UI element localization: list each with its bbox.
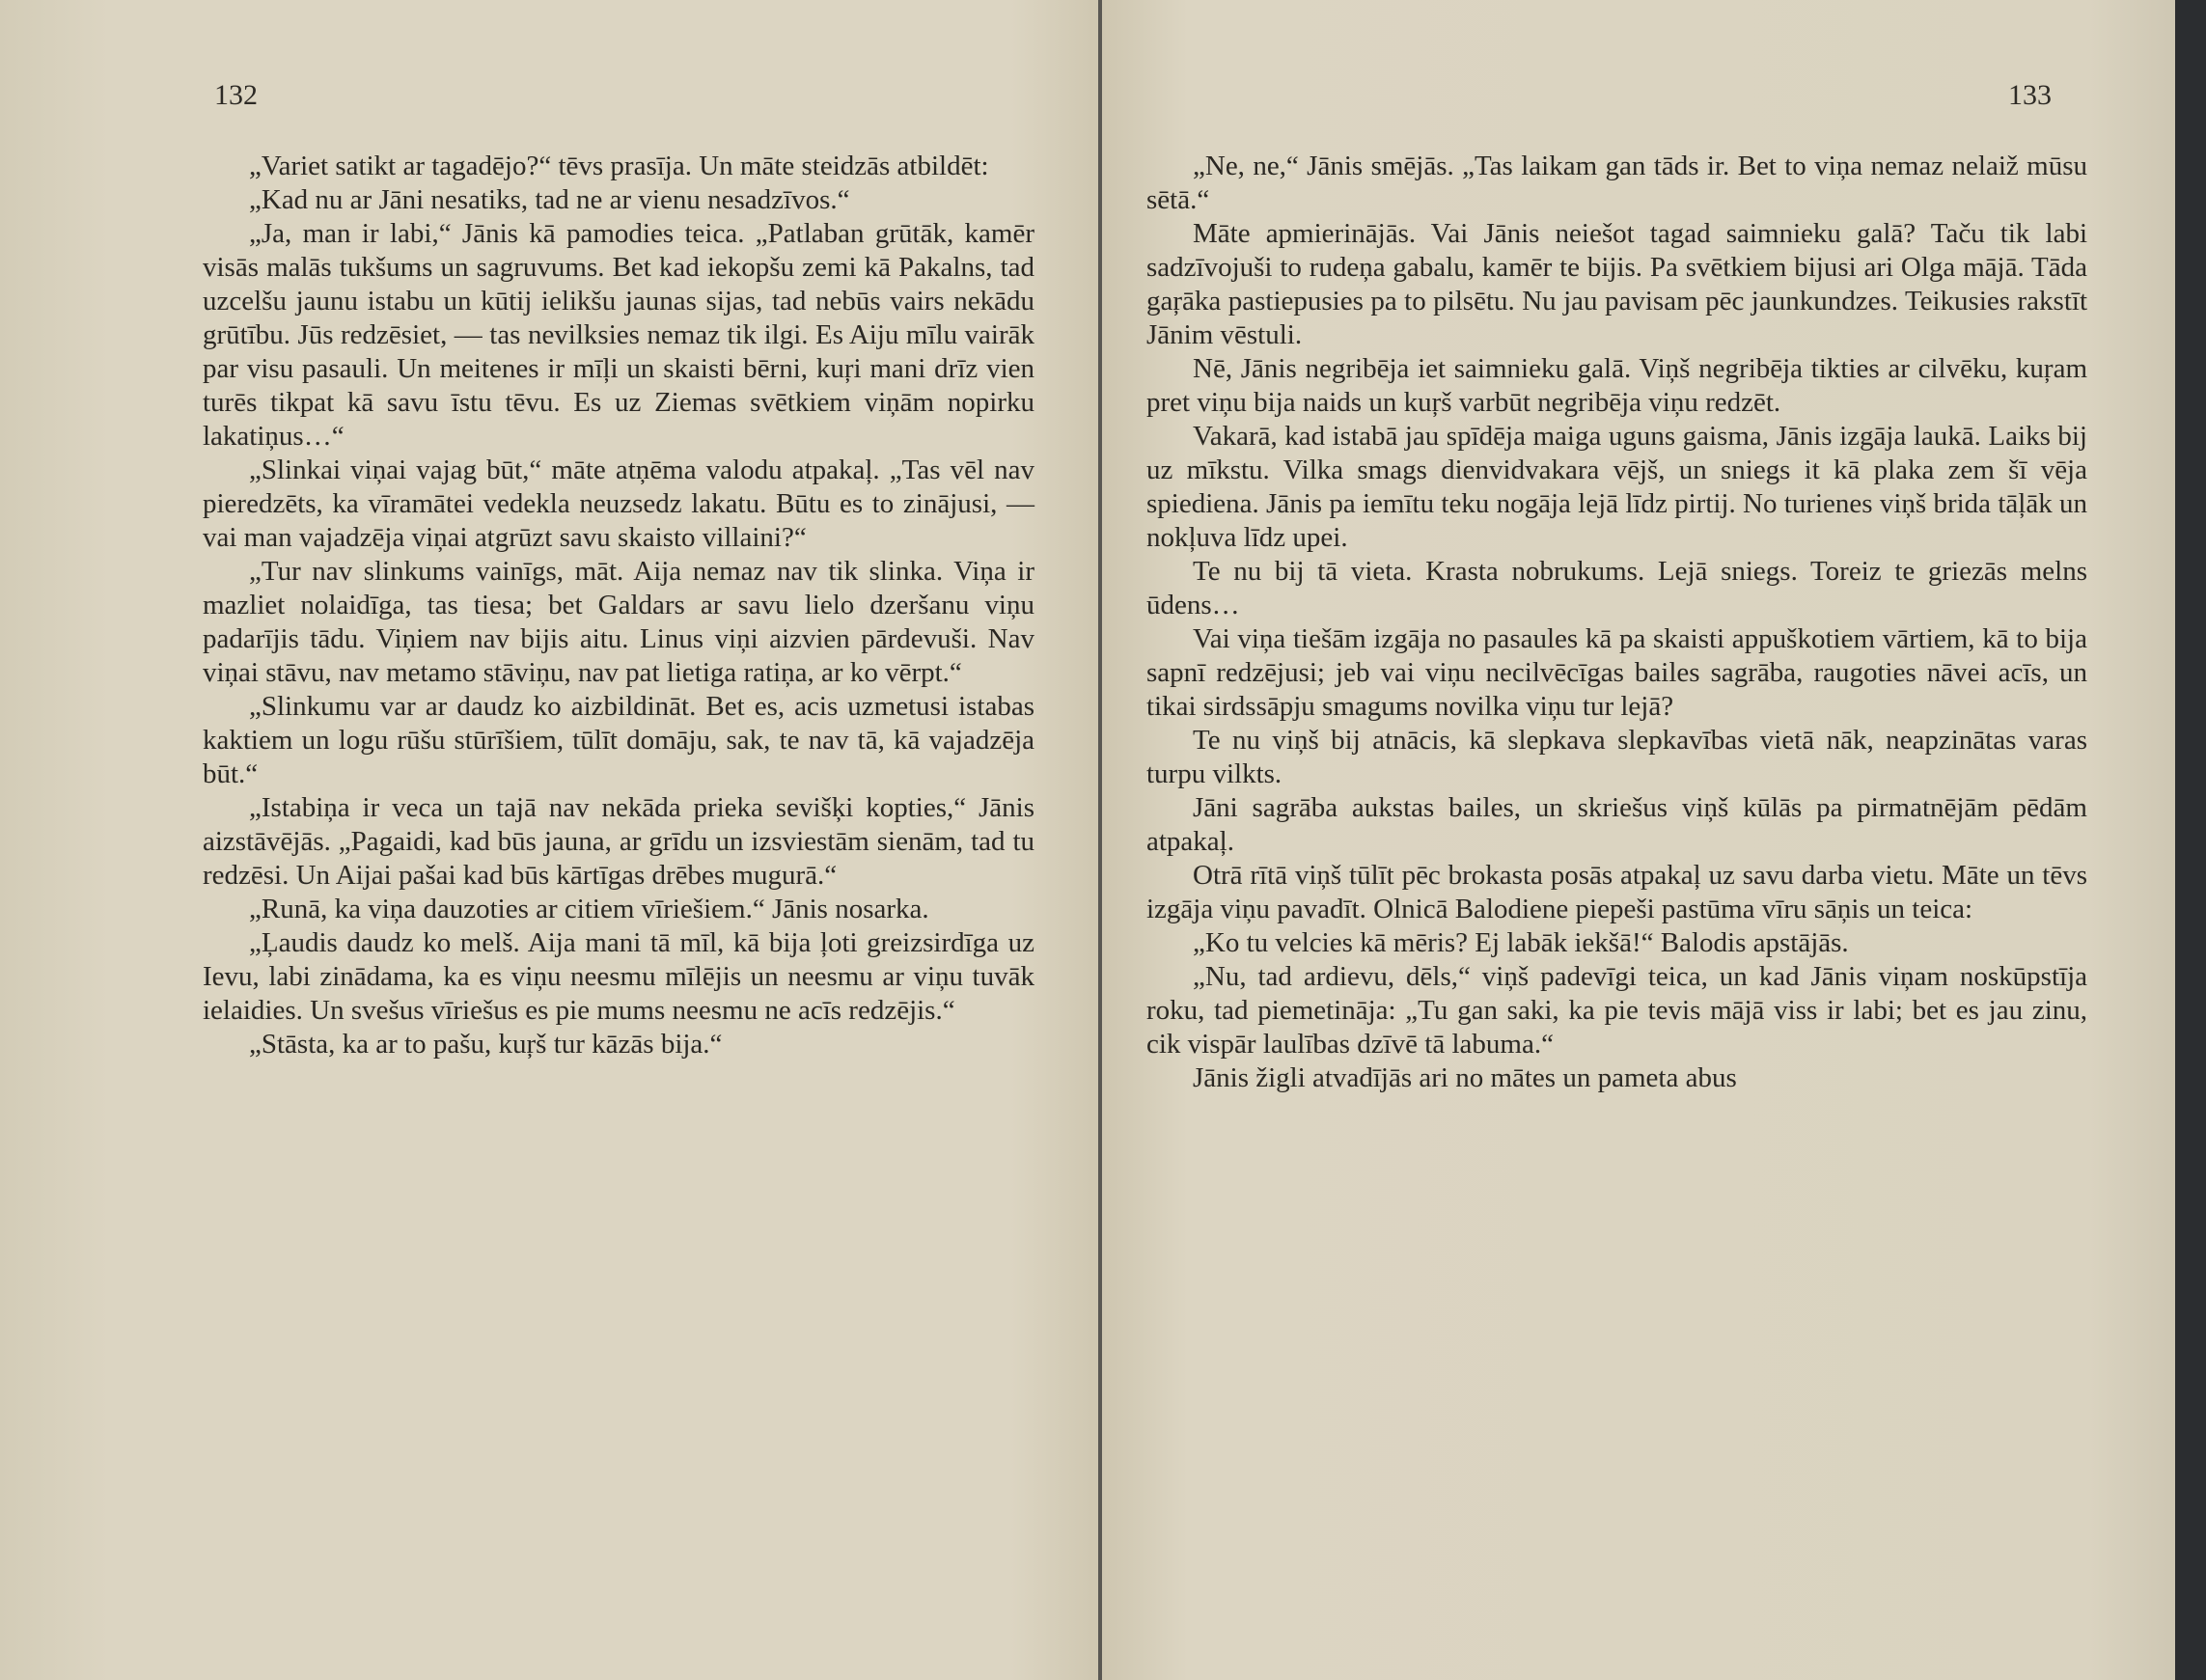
paragraph: „Ļaudis daudz ko melš. Aija mani tā mīl, kā bija ļoti greizsirdīga uz Ievu, labi zinādama, ka es viņu neesmu mīlējis un neesmu ar viņu tuvāk ielaidies. Un svešus vīriešus es pie mums neesmu ne acīs redzējis.“ — [203, 927, 1034, 1026]
page-text — [203, 150, 1034, 1061]
paragraph: Vakarā, kad istabā jau spīdēja maiga uguns gaisma, Jānis izgāja laukā. Laiks bij uz mīkstu. Vilka smags dienvidvakara vējš, un sniegs it kā plaka zem šī vēja spiediena. Jānis pa iemītu teku nogāja lejā līdz pirtij. No turienes viņš brida tāļāk un nokļuva līdz upei. — [1146, 421, 2087, 553]
paragraph: Māte apmierinājās. Vai Jānis neiešot tagad saimnieku galā? Taču tik labi sadzīvojuši to rudeņa gabalu, kamēr te bijis. Pa svētkiem bijusi ari Olga mājā. Tāda gaŗāka pastiepusies pa to pilsētu. Nu jau pavisam pēc jaunkundzes. Teikusies rakstīt Jānim vēstuli. — [1146, 218, 2087, 350]
paragraph: Otrā rītā viņš tūlīt pēc brokasta posās atpakaļ uz savu darba vietu. Māte un tēvs izgāja viņu pavadīt. Olnicā Balodiene piepeši pastūma vīru sāņis un teica: — [1146, 860, 2087, 924]
page-text — [1146, 150, 2087, 1095]
paragraph: Te nu bij tā vieta. Krasta nobrukums. Lejā sniegs. Toreiz te griezās melns ūdens… — [1146, 556, 2087, 620]
page-number: 133 — [2008, 79, 2052, 111]
paragraph: „Variet satikt ar tagadējo?“ tēvs prasīja. Un māte steidzās atbildēt: — [249, 151, 989, 181]
paragraph: Vai viņa tiešām izgāja no pasaules kā pa skaisti appuškotiem vārtiem, kā to bija sapnī redzējusi; jeb vai viņu necilvēcīgas bailes sagrāba, raugoties nāvei acīs, un tikai sirdssāpju smagums novilka viņu tur lejā? — [1146, 623, 2087, 722]
paragraph: „Ja, man ir labi,“ Jānis kā pamodies teica. „Patlaban grūtāk, kamēr visās malās tukšums un sagruvums. Bet kad iekopšu zemi kā Pakalns, tad uzcelšu jaunu istabu un kūtij ielikšu jaunas sijas, tad nebūs vairs nekādu grūtību. Jūs redzēsiet, — tas nevilksies nemaz tik ilgi. Es Aiju mīlu vairāk par visu pasauli. Un meitenes ir mīļi un skaisti bērni, kuŗi mani drīz vien turēs tikpat kā savu īstu tēvu. Es uz Ziemas svētkiem viņām nopirku lakatiņus…“ — [203, 218, 1034, 452]
paragraph: „Istabiņa ir veca un tajā nav nekāda prieka sevišķi kopties,“ Jānis aizstāvējās. „Pagaidi, kad būs jauna, ar grīdu un izsviestām sienām, tad tu redzēsi. Un Aijai pašai kad būs kārtīgas drēbes mugurā.“ — [203, 792, 1034, 891]
paragraph: Nē, Jānis negribēja iet saimnieku galā. Viņš negribēja tikties ar cilvēku, kuŗam pret viņu bija naids un kuŗš varbūt negribēja viņu redzēt. — [1146, 353, 2087, 418]
paragraph: „Kad nu ar Jāni nesatiks, tad ne ar vienu nesadzīvos.“ — [249, 184, 850, 215]
paragraph: „Nu, tad ardievu, dēls,“ viņš padevīgi teica, un kad Jānis viņam noskūpstīja roku, tad piemetināja: „Tu gan saki, ka pie tevis mājā viss ir labi; bet es jau zinu, cik vispār laulības dzīvē tā labuma.“ — [1146, 961, 2087, 1060]
paragraph: „Slinkai viņai vajag būt,“ māte atņēma valodu atpakaļ. „Tas vēl nav pieredzēts, ka vīramātei vedekla neuzsedz lakatu. Būtu es to zinājusi, — vai man vajadzēja viņai atgrūzt savu skaisto villaini?“ — [203, 454, 1034, 553]
paragraph: Te nu viņš bij atnācis, kā slepkava slepkavības vietā nāk, neapzinātas varas turpu vilkts. — [1146, 725, 2087, 789]
paragraph: „Tur nav slinkums vainīgs, māt. Aija nemaz nav tik slinka. Viņa ir mazliet nolaidīga, tas tiesa; bet Galdars ar savu lielo dzeršanu viņu padarījis tādu. Viņiem nav bijis aitu. Linus viņi aizvien pārdevuši. Nav viņai stāvu, nav metamo stāviņu, nav pat lietiga ratiņa, ar ko vērpt.“ — [203, 556, 1034, 688]
paragraph: „Slinkumu var ar daudz ko aizbildināt. Bet es, acis uzmetusi istabas kaktiem un logu rūšu stūrīšiem, tūlīt domāju, sak, te nav tā, kā vajadzēja būt.“ — [203, 691, 1034, 789]
paragraph: „Ne, ne,“ Jānis smējās. „Tas laikam gan tāds ir. Bet to viņa nemaz nelaiž mūsu sētā.“ — [1146, 151, 2087, 215]
paragraph: Jānis žigli atvadījās ari no mātes un pameta abus — [1193, 1062, 1737, 1093]
paragraph: „Ko tu velcies kā mēris? Ej labāk iekšā!“ Balodis apstājās. — [1193, 927, 1849, 958]
right-page — [1102, 0, 2175, 1680]
paragraph: „Stāsta, ka ar to pašu, kuŗš tur kāzās bija.“ — [249, 1029, 723, 1060]
paragraph: „Runā, ka viņa dauzoties ar citiem vīriešiem.“ Jānis nosarka. — [249, 894, 929, 924]
left-page — [0, 0, 1100, 1680]
page-number: 132 — [214, 79, 258, 111]
paragraph: Jāni sagrāba aukstas bailes, un skriešus viņš kūlās pa pirmatnējām pēdām atpakaļ. — [1146, 792, 2087, 857]
